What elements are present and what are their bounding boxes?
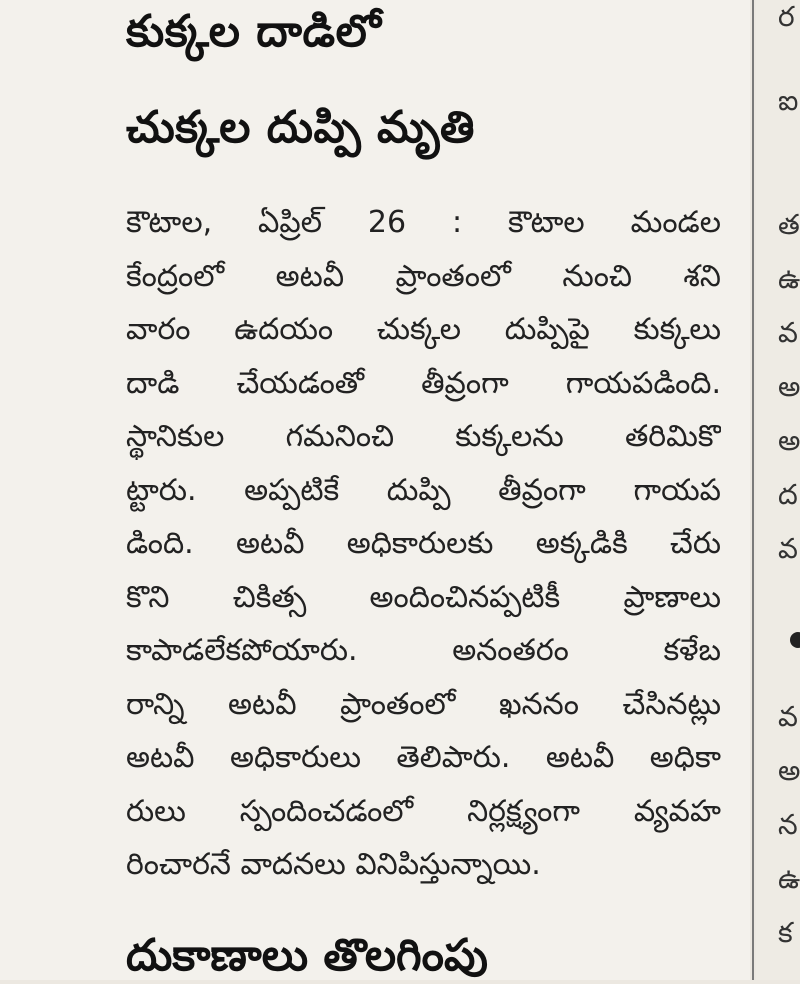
adjacent-glyph: అ xyxy=(778,754,800,787)
article-body xyxy=(126,196,721,892)
column-divider xyxy=(752,0,754,980)
adjacent-glyph: ఉ xyxy=(778,862,800,895)
body-line: డింది. అటవీ అధికారులకు అక్కడికి చేరు xyxy=(126,526,721,561)
body-line: రాన్ని అటవీ ప్రాంతంలో ఖననం చేసినట్లు xyxy=(126,686,721,722)
adjacent-glyph: అ xyxy=(778,370,800,403)
body-line: రించారనే వాదనలు వినిపిస్తున్నాయి. xyxy=(126,847,541,882)
body-line: స్థానికుల గమనించి కుక్కలను తరిమికొ xyxy=(126,419,721,454)
adjacent-glyph: త xyxy=(778,208,800,241)
bullet-icon xyxy=(790,632,800,648)
adjacent-glyph: అ xyxy=(778,424,800,457)
body-line: రులు స్పందించడంలో నిర్లక్ష్యంగా వ్యవహ xyxy=(126,793,721,829)
body-line: అటవీ అధికారులు తెలిపారు. అటవీ అధికా xyxy=(126,740,721,775)
body-line: కాపాడలేకపోయారు. అనంతరం కళేబ xyxy=(126,633,721,668)
adjacent-glyph: ఐ xyxy=(778,84,799,117)
body-line: కౌటాల, ఏప్రిల్ 26 : కౌటాల మండల xyxy=(126,205,721,240)
adjacent-glyph: ఉ xyxy=(778,262,800,295)
adjacent-glyph: న xyxy=(778,808,798,841)
adjacent-column-fragment xyxy=(756,0,800,980)
body-line: వారం ఉదయం చుక్కల దుప్పిపై కుక్కలు xyxy=(126,312,721,347)
adjacent-glyph: వ xyxy=(778,700,798,733)
body-line: ట్టారు. అప్పటికే దుప్పి తీవ్రంగా గాయప xyxy=(126,472,721,508)
headline-line-1: కుక్కల దాడిలో xyxy=(126,6,382,57)
adjacent-glyph: ద xyxy=(778,478,798,511)
next-article-headline: దుకాణాలు తొలగింపు xyxy=(126,930,488,981)
adjacent-glyph: ర xyxy=(778,0,795,33)
body-line: కేంద్రంలో అటవీ ప్రాంతంలో నుంచి శని xyxy=(126,258,721,294)
adjacent-glyph: వ xyxy=(778,316,798,349)
headline-line-2: చుక్కల దుప్పి మృతి xyxy=(126,102,475,153)
adjacent-glyph: వ xyxy=(778,532,798,565)
adjacent-glyph: క xyxy=(778,916,793,949)
body-line: కొని చికిత్స అందించినప్పటికీ ప్రాణాలు xyxy=(126,579,721,615)
body-line: దాడి చేయడంతో తీవ్రంగా గాయపడింది. xyxy=(126,365,721,401)
